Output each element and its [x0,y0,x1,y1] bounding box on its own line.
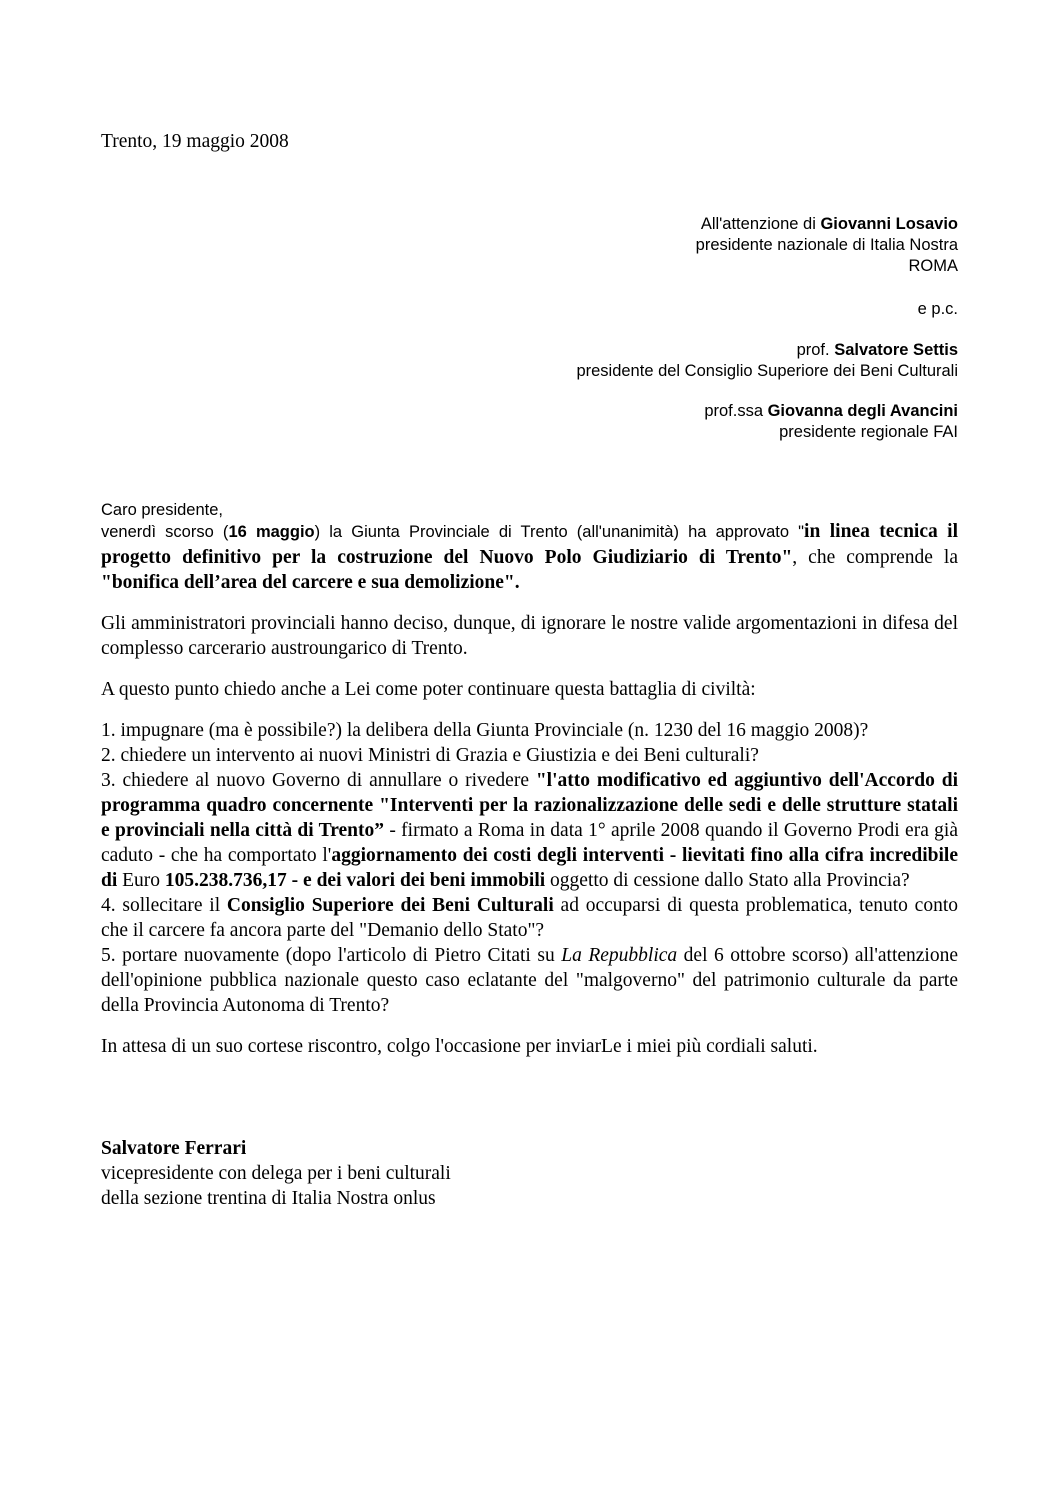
request-list [101,718,958,1018]
recipient-primary-role: presidente nazionale di Italia Nostra [695,236,958,254]
recipient-primary-city: ROMA [908,257,958,275]
item5-a: 5. portare nuovamente (dopo l'articolo di Pietro Citati su [101,945,562,966]
recipient-second-name: Salvatore Settis [834,341,958,359]
item3-b: - firmato a Roma in data 1° aprile 2008 quando il Governo Prodi era già caduto - che ha comportato l' [101,820,959,866]
item3-bold-act: "l'atto modificativo ed aggiuntivo dell'Accordo di programma quadro concernente "Interventi per la razionalizzazione delle sedi e delle strutture statali e provinciali nella città di Trento” [101,770,959,841]
recipient-third [358,401,958,422]
item3-d: oggetto di cessione dallo Stato alla Provincia? [545,870,910,891]
intro-bold-project: in linea tecnica il progetto definitivo per la costruzione del Nuovo Polo Giudiziario di Trento" [101,521,959,568]
list-item-4 [101,893,958,943]
paragraph-question: A questo punto chiedo anche a Lei come poter continuare questa battaglia di civiltà: [101,679,756,700]
signature-name [101,1136,451,1161]
salutation: Caro presidente, [101,501,223,519]
closing-paragraph: In attesa di un suo cortese riscontro, colgo l'occasione per inviarLe i miei più cordiali saluti. [101,1036,818,1057]
intro-part3: , che comprende la [792,547,958,568]
cc-label: e p.c. [917,300,958,318]
signature-name-text: Salvatore Ferrari [101,1138,247,1159]
item3-bold-costs: aggiornamento dei costi degli interventi - lievitati fino alla cifra incredibile di [101,845,958,891]
item3-a: 3. chiedere al nuovo Governo di annullare o rivedere [101,770,536,791]
recipient-second-title: prof. [796,341,835,359]
list-item-5 [101,943,958,1018]
signature-role-1: vicepresidente con delega per i beni culturali [101,1163,451,1184]
recipient-primary-name: Giovanni Losavio [820,215,958,233]
paragraph-administrators: Gli amministratori provinciali hanno deciso, dunque, di ignorare le nostre valide argomentazioni in difesa del complesso carcerario austroungarico di Trento. [101,613,958,659]
list-item-3 [101,768,958,893]
letter-body [101,519,958,1059]
intro-part1: venerdì scorso ( [101,523,229,541]
recipient-second [358,340,958,361]
intro-bold-demolition: "bonifica dell’area del carcere e sua demolizione". [101,572,520,593]
signature-block [101,1136,451,1211]
signature-role-2: della sezione trentina di Italia Nostra onlus [101,1188,436,1209]
list-item-2: 2. chiedere un intervento ai nuovi Ministri di Grazia e Giustizia e dei Beni culturali? [101,745,759,766]
item4-bold: Consiglio Superiore dei Beni Culturali [226,895,554,916]
attention-prefix: All'attenzione di [700,215,821,233]
intro-date: 16 maggio [228,523,315,541]
list-item-1: 1. impugnare (ma è possibile?) la delibera della Giunta Provinciale (n. 1230 del 16 maggio 2008)? [101,720,869,741]
item5-b: del 6 ottobre scorso) all'attenzione dell'opinione pubblica nazionale questo caso eclatante del "malgoverno" del patrimonio culturale da parte della Provincia Autonoma di Trento? [101,945,958,1016]
item3-c: Euro [122,870,165,891]
item3-bold-amount: 105.238.736,17 - e dei valori dei beni immobili [164,870,546,891]
recipients-block [358,214,958,443]
recipient-third-name: Giovanna degli Avancini [767,402,958,420]
recipient-primary [358,214,958,235]
recipient-third-title: prof.ssa [704,402,768,420]
intro-paragraph [101,519,958,595]
item4-b: ad occuparsi di questa problematica, tenuto conto che il carcere fa ancora parte del "Demanio dello Stato"? [101,895,958,941]
recipient-second-role: presidente del Consiglio Superiore dei Beni Culturali [576,362,958,380]
letter-date: Trento, 19 maggio 2008 [101,131,289,152]
item5-newspaper: La Repubblica [561,945,678,966]
recipient-third-role: presidente regionale FAI [779,423,958,441]
item4-a: 4. sollecitare il [101,895,227,916]
intro-part2: ) la Giunta Provinciale di Trento (all'unanimità) ha approvato " [314,523,805,541]
